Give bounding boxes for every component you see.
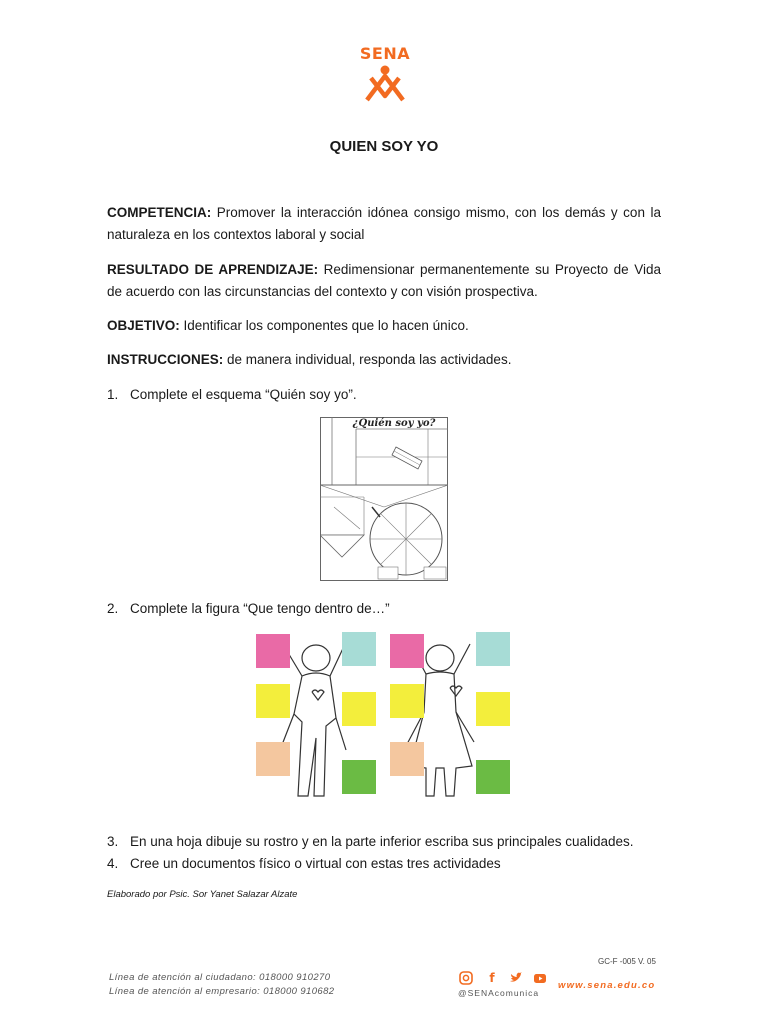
list-item — [107, 385, 357, 405]
item-text: Complete el esquema “Quién soy yo”. — [130, 387, 357, 402]
item-number: 4. — [107, 856, 119, 871]
instrucciones-paragraph — [107, 349, 661, 371]
website-link[interactable]: www.sena.edu.co — [558, 980, 656, 991]
instrucciones-text: de manera individual, responda las actividades. — [223, 352, 512, 367]
competencia-paragraph — [107, 202, 661, 246]
business-line: Línea de atención al empresario: 018000 910682 — [109, 986, 335, 997]
figure1-title: ¿Quién soy yo? — [352, 418, 436, 429]
author-credit: Elaborado por Psic. Sor Yanet Salazar Alzate — [107, 889, 298, 900]
item-text: En una hoja dibuje su rostro y en la parte inferior escriba sus principales cualidades. — [130, 834, 634, 849]
item-number: 2. — [107, 601, 119, 616]
objetivo-label: OBJETIVO: — [107, 318, 180, 333]
youtube-icon[interactable] — [532, 970, 548, 986]
objetivo-text: Identificar los componentes que lo hacen único. — [179, 318, 469, 333]
competencia-text: Promover la interacción idónea consigo mismo, con los demás y con la naturaleza en los contextos laboral y social — [107, 205, 661, 242]
resultado-text: Redimensionar permanentemente su Proyecto de Vida de acuerdo con las circunstancias del contexto y con visión prospectiva. — [107, 262, 661, 299]
quien-soy-yo-figure — [320, 417, 448, 581]
resultado-paragraph — [107, 259, 661, 303]
instrucciones-label: INSTRUCCIONES: — [107, 352, 224, 367]
objetivo-paragraph — [107, 315, 661, 337]
document-code: GC-F -005 V. 05 — [598, 957, 656, 966]
facebook-icon[interactable]: f — [489, 971, 495, 985]
logo-text: SENA — [359, 44, 411, 63]
page-title: QUIEN SOY YO — [329, 138, 439, 155]
instagram-icon[interactable] — [458, 970, 474, 986]
item-text: Cree un documentos físico o virtual con estas tres actividades — [130, 856, 501, 871]
list-item — [107, 599, 390, 619]
citizen-line: Línea de atención al ciudadano: 018000 910270 — [109, 972, 331, 983]
que-tengo-dentro-figure — [250, 626, 520, 816]
item-text: Complete la figura “Que tengo dentro de…” — [130, 601, 390, 616]
competencia-label: COMPETENCIA: — [107, 205, 212, 220]
resultado-label: RESULTADO DE APRENDIZAJE: — [107, 262, 319, 277]
twitter-icon[interactable] — [508, 970, 524, 986]
social-handle[interactable]: @SENAcomunica — [458, 988, 540, 998]
item-number: 3. — [107, 834, 119, 849]
list-item — [107, 832, 634, 852]
contact-lines — [109, 971, 334, 999]
sena-logo — [357, 44, 413, 104]
list-item — [107, 854, 501, 874]
item-number: 1. — [107, 387, 119, 402]
